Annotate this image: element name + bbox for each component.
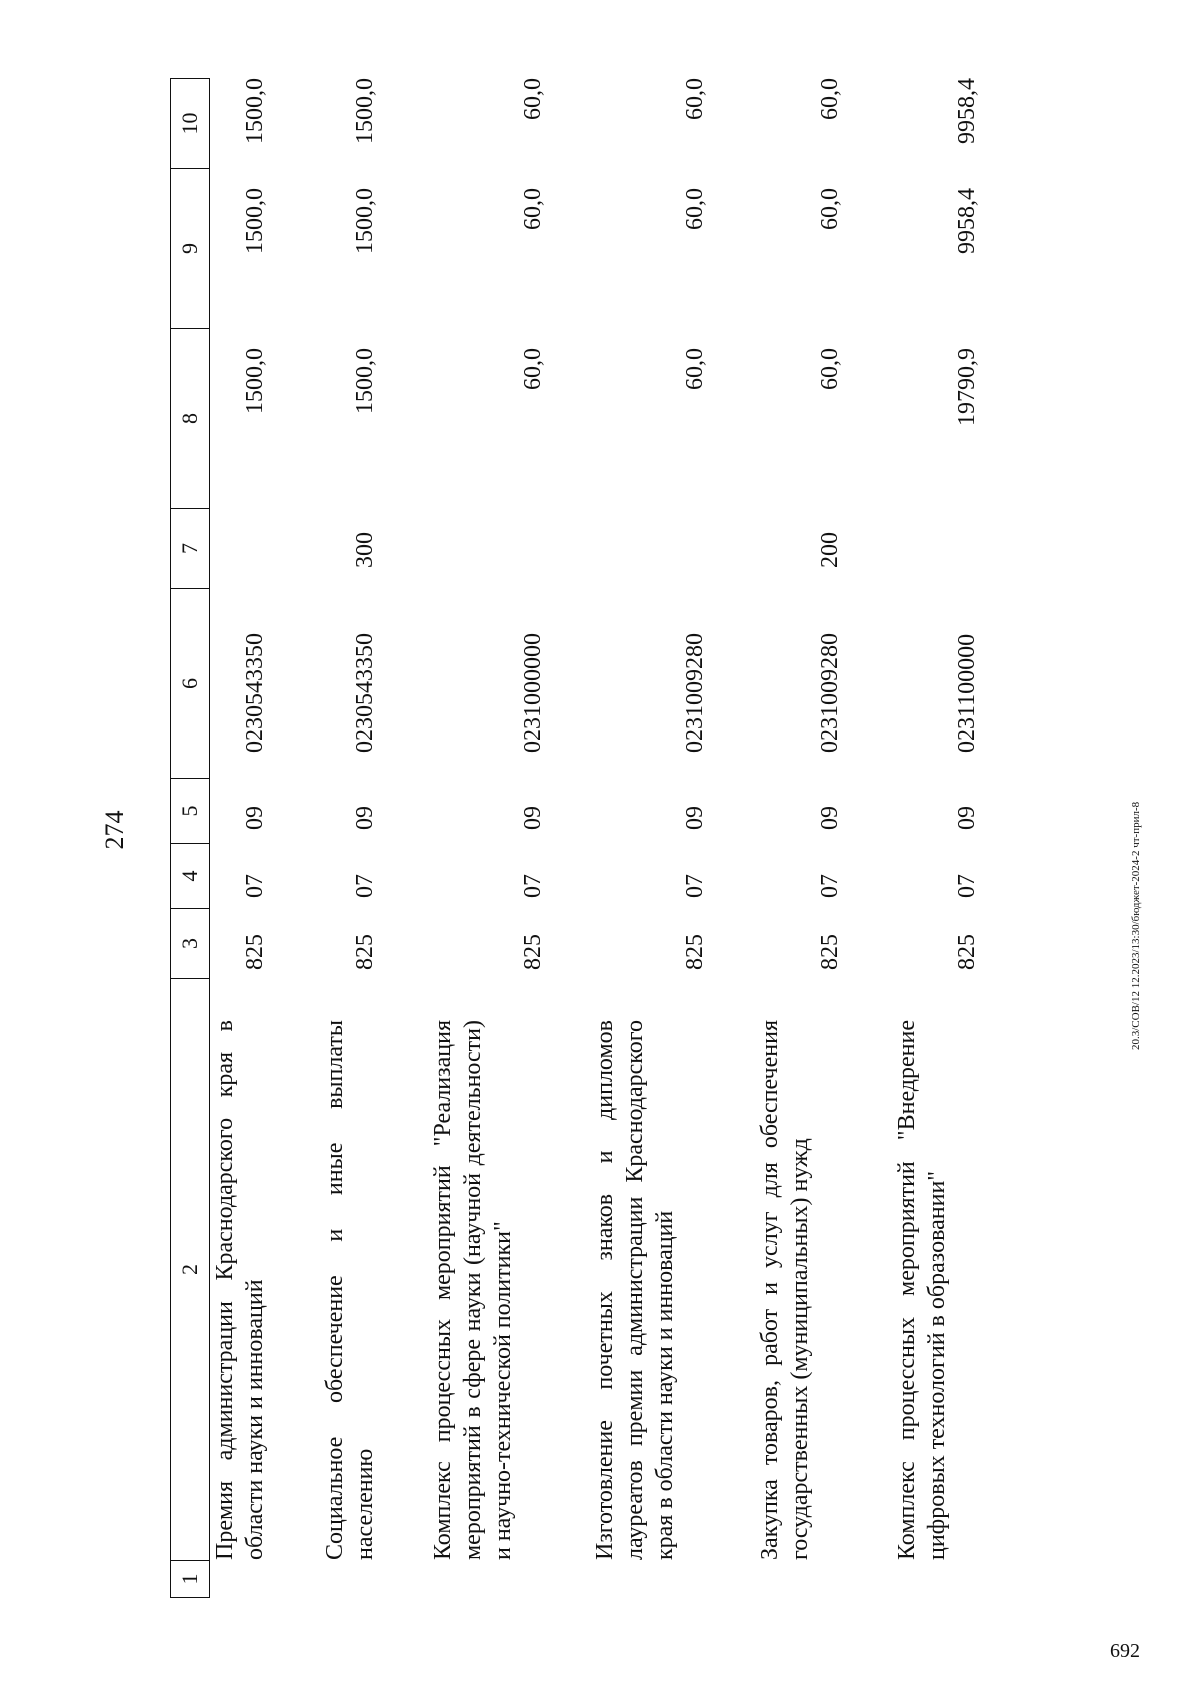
cell-col-10: 60,0 xyxy=(520,78,546,120)
cell-col-6: 0231100000 xyxy=(954,633,980,753)
cell-col-6: 0230543350 xyxy=(352,633,378,753)
cell-col-5: 09 xyxy=(954,806,980,830)
cell-col-8: 1500,0 xyxy=(242,348,268,414)
cell-col-10: 1500,0 xyxy=(242,78,268,144)
cell-col-9: 1500,0 xyxy=(352,188,378,254)
budget-table xyxy=(170,78,1130,1598)
cell-col-3: 825 xyxy=(520,934,546,970)
document-footer-code: 20.3/СОВ/12 12.2023/13:30/бюджет-2024-2 чт-прил-8 xyxy=(1130,801,1142,1050)
cell-col-8: 19790,9 xyxy=(954,348,980,426)
row-description: Изготовление почетных знаков и дипломов лауреатов премии администрации Краснодарского края в области науки и инноваций xyxy=(592,1020,678,1560)
cell-col-4: 07 xyxy=(352,874,378,898)
cell-col-9: 60,0 xyxy=(817,188,843,230)
cell-col-3: 825 xyxy=(817,934,843,970)
row-description: Социальное обеспечение и иные выплаты населению xyxy=(322,1020,378,1560)
header-col-8: 8 xyxy=(170,328,210,508)
cell-col-9: 60,0 xyxy=(682,188,708,230)
cell-col-5: 09 xyxy=(520,806,546,830)
header-col-4: 4 xyxy=(170,843,210,908)
header-col-2: 2 xyxy=(170,978,210,1560)
rotated-page xyxy=(40,40,1160,1620)
header-col-1: 1 xyxy=(170,1560,210,1598)
header-col-10: 10 xyxy=(170,78,210,168)
cell-col-9: 60,0 xyxy=(520,188,546,230)
header-col-3: 3 xyxy=(170,908,210,978)
row-description: Комплекс процессных мероприятий "Внедрение цифровых технологий в образовании" xyxy=(894,1020,950,1560)
cell-col-10: 9958,4 xyxy=(954,78,980,144)
cell-col-8: 60,0 xyxy=(682,348,708,390)
cell-col-6: 0231009280 xyxy=(817,633,843,753)
cell-col-5: 09 xyxy=(242,806,268,830)
row-description: Закупка товаров, работ и услуг для обеспечения государственных (муниципальных) нужд xyxy=(757,1020,813,1560)
cell-col-4: 07 xyxy=(242,874,268,898)
cell-col-4: 07 xyxy=(520,874,546,898)
cell-col-5: 09 xyxy=(682,806,708,830)
cell-col-5: 09 xyxy=(352,806,378,830)
cell-col-6: 0230543350 xyxy=(242,633,268,753)
cell-col-9: 9958,4 xyxy=(954,188,980,254)
header-col-7: 7 xyxy=(170,508,210,588)
cell-col-10: 60,0 xyxy=(817,78,843,120)
cell-col-8: 1500,0 xyxy=(352,348,378,414)
cell-col-7: 200 xyxy=(817,532,843,568)
cell-col-4: 07 xyxy=(954,874,980,898)
sheet-number: 692 xyxy=(1110,1640,1140,1662)
cell-col-10: 60,0 xyxy=(682,78,708,120)
row-description: Комплекс процессных мероприятий "Реализация мероприятий в сфере науки (научной деятельности) и научно-технической политики" xyxy=(430,1020,516,1560)
cell-col-8: 60,0 xyxy=(817,348,843,390)
cell-col-4: 07 xyxy=(817,874,843,898)
cell-col-3: 825 xyxy=(954,934,980,970)
cell-col-3: 825 xyxy=(682,934,708,970)
cell-col-3: 825 xyxy=(242,934,268,970)
cell-col-6: 0231000000 xyxy=(520,633,546,753)
header-col-5: 5 xyxy=(170,778,210,843)
page-number: 274 xyxy=(100,810,129,850)
row-description: Премия администрации Краснодарского края в области науки и инноваций xyxy=(212,1020,268,1560)
cell-col-5: 09 xyxy=(817,806,843,830)
cell-col-6: 0231009280 xyxy=(682,633,708,753)
cell-col-8: 60,0 xyxy=(520,348,546,390)
cell-col-3: 825 xyxy=(352,934,378,970)
cell-col-4: 07 xyxy=(682,874,708,898)
cell-col-7: 300 xyxy=(352,532,378,568)
cell-col-10: 1500,0 xyxy=(352,78,378,144)
cell-col-9: 1500,0 xyxy=(242,188,268,254)
header-col-9: 9 xyxy=(170,168,210,328)
header-col-6: 6 xyxy=(170,588,210,778)
